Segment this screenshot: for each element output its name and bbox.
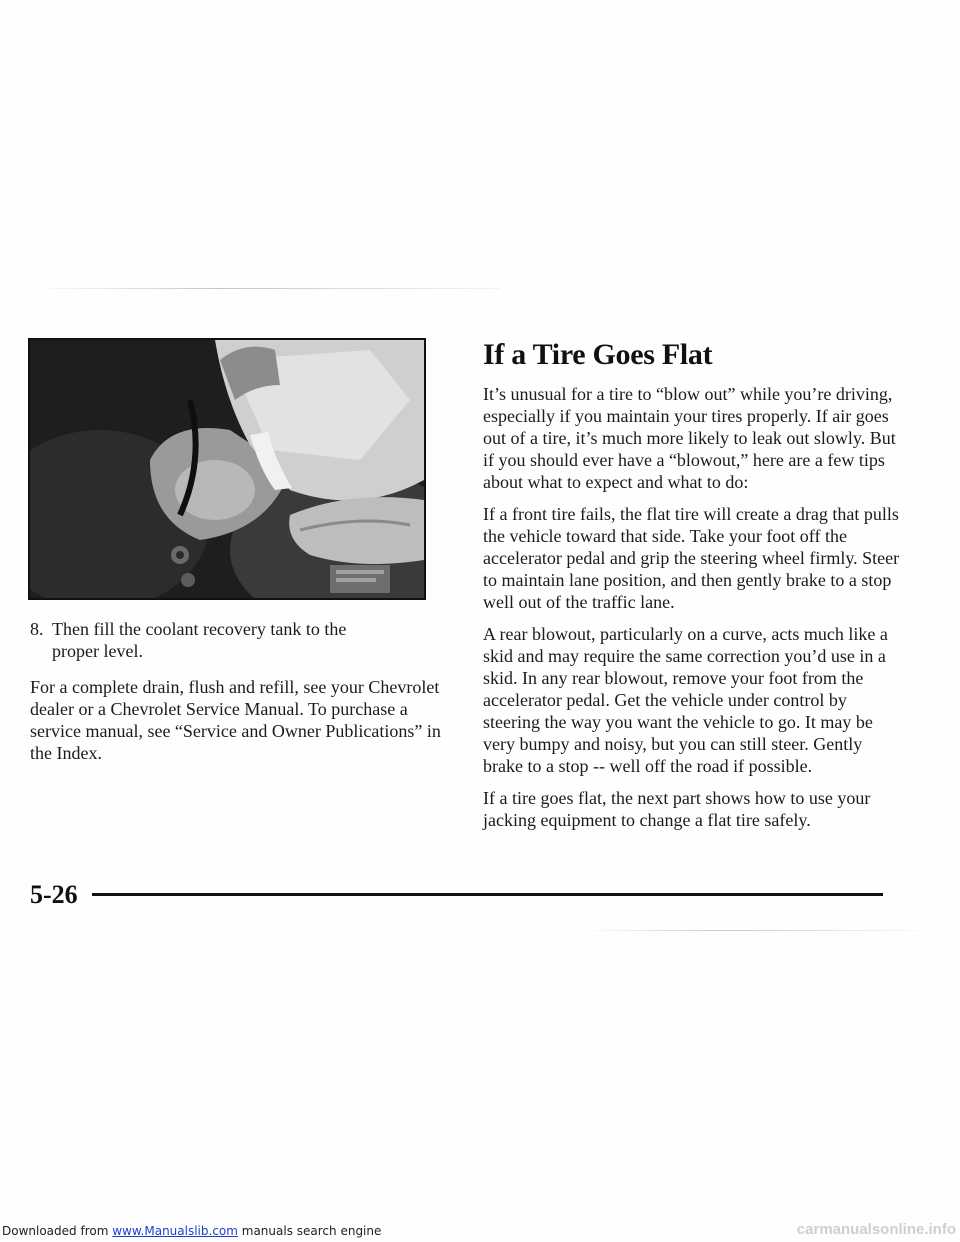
site-watermark: carmanualsonline.info (796, 1221, 956, 1238)
paragraph-blowout-intro: It’s unusual for a tire to “blow out” while you’re driving, especially if you maintain your tires properly. If air goes out of a tire, it’s much more likely to leak out slowly. But if you should ever have a “blowout,” here are a few tips about what to expect and what to do: (483, 384, 896, 492)
step-text-line2: proper level. (52, 641, 143, 661)
watermark-suffix: manuals search engine (237, 1224, 382, 1238)
paragraph-rear-blowout: A rear blowout, particularly on a curve, acts much like a skid and may require the same correction you’d use in a skid. In any rear blowout, remove your foot from the accelerator pedal. Get the vehicle under control by steering the way you want the vehicle to go. It may be very bumpy and noisy, but you can still steer. Gently brake to a stop -- well off the road if possible. (483, 624, 888, 776)
coolant-fill-illustration (30, 340, 424, 598)
service-manual-paragraph: For a complete drain, flush and refill, see your Chevrolet dealer or a Chevrolet Service Manual. To purchase a service manual, see “Service and Owner Publications” in the Index. (30, 677, 441, 763)
manualslib-link[interactable]: www.Manualslib.com (112, 1224, 238, 1238)
right-column (483, 338, 903, 841)
watermark-prefix: Downloaded from (2, 1224, 113, 1238)
paragraph-next-part: If a tire goes flat, the next part shows how to use your jacking equipment to change a flat tire safely. (483, 788, 871, 830)
section-heading: If a Tire Goes Flat (483, 338, 713, 371)
page-number: 5-26 (30, 880, 78, 909)
coolant-fill-photo (28, 338, 426, 600)
step-number: 8. (30, 619, 44, 639)
left-column (30, 618, 460, 764)
paragraph-front-tire: If a front tire fails, the flat tire will create a drag that pulls the vehicle toward that side. Take your foot off the accelerator pedal and grip the steering wheel firmly. Steer to maintain lane position, and then gently brake to a stop well out of the traffic lane. (483, 504, 900, 612)
bottom-faint-rule (580, 930, 940, 931)
download-watermark (2, 1224, 381, 1238)
top-faint-rule (30, 288, 500, 289)
footer-rule (92, 893, 883, 896)
step-text (52, 618, 460, 662)
step-text-line1: Then fill the coolant recovery tank to the (52, 619, 347, 639)
step-item-8 (30, 618, 460, 662)
